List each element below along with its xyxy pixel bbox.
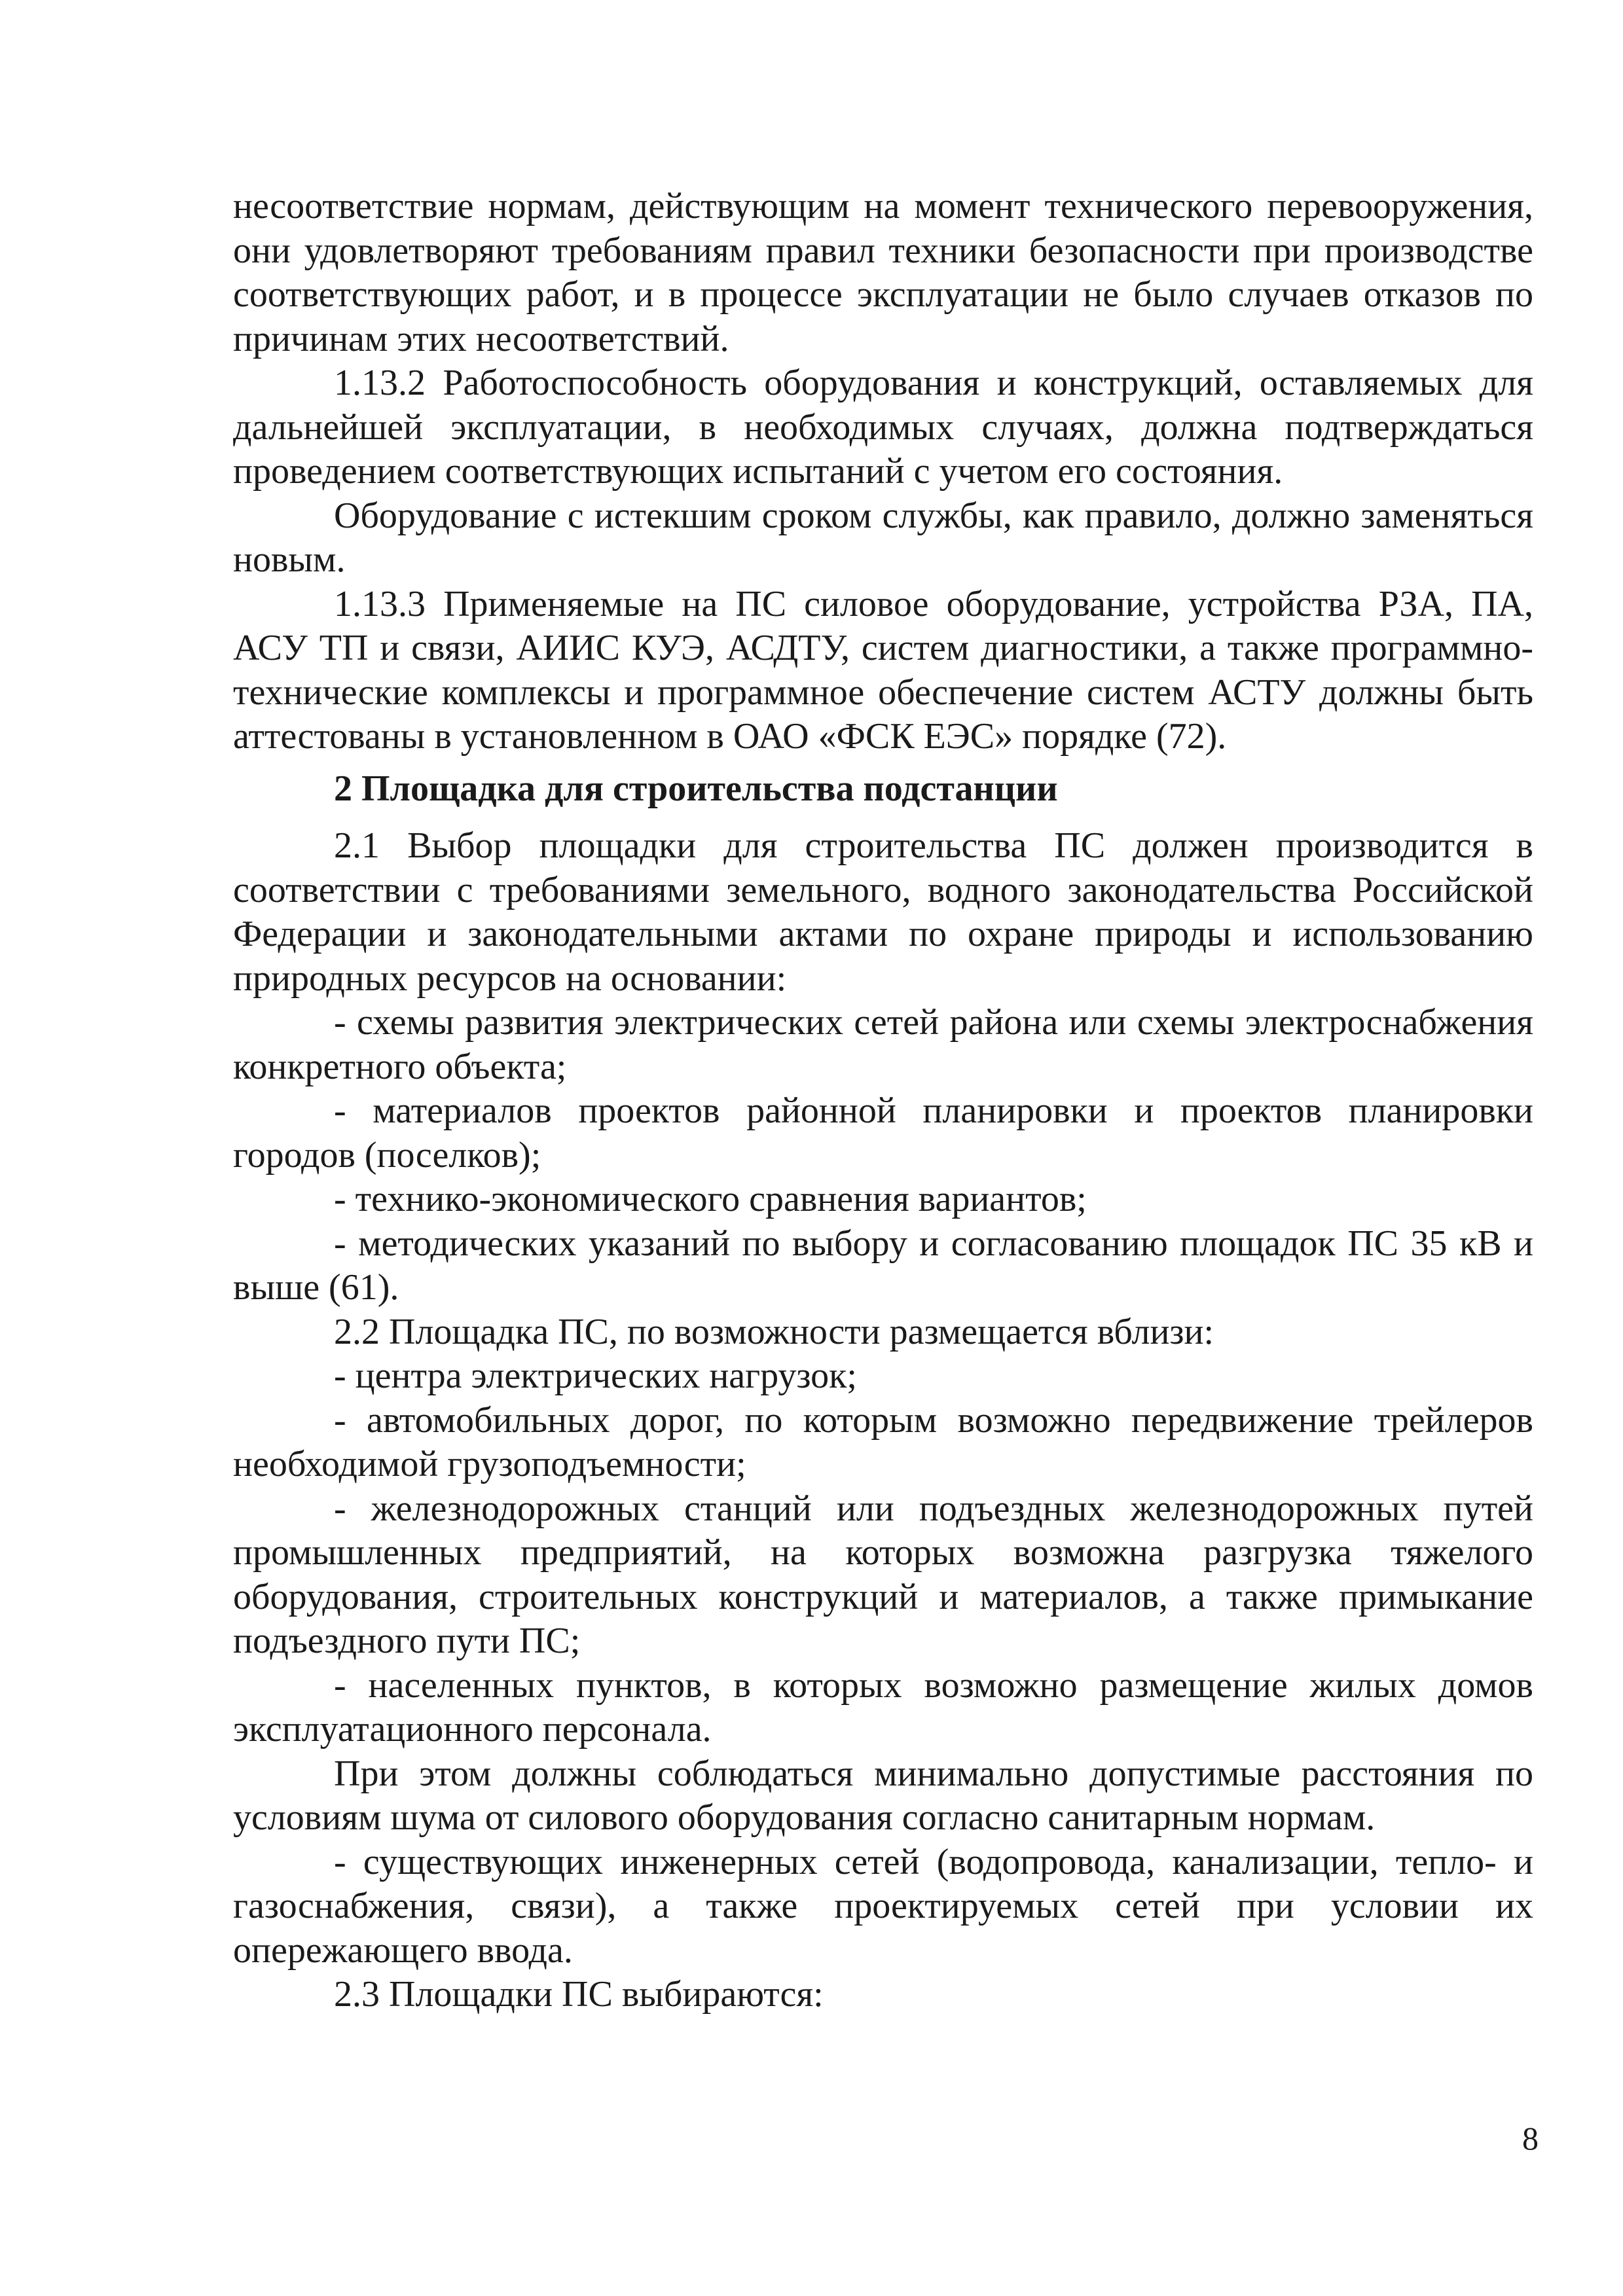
paragraph: 2.1 Выбор площадки для строительства ПС должен производится в соответствии с требованиями земельного, водного законодательства Российской Федерации и законодательными актами по охране природы и использованию природных ресурсов на основании:: [233, 825, 1533, 999]
paragraph: 1.13.2 Работоспособность оборудования и конструкций, оставляемых для дальнейшей эксплуатации, в необходимых случаях, должна подтверждаться проведением соответствующих испытаний с учетом его состояния.: [233, 363, 1533, 492]
section-heading: 2 Площадка для строительства подстанции: [334, 768, 1058, 809]
list-item: - схемы развития электрических сетей района или схемы электроснабжения конкретного объекта;: [233, 1002, 1533, 1087]
list-item: - материалов проектов районной планировки и проектов планировки городов (поселков);: [233, 1090, 1533, 1175]
list-item: - центра электрических нагрузок;: [334, 1355, 857, 1396]
document-body: [233, 185, 1533, 2017]
list-item: - населенных пунктов, в которых возможно размещение жилых домов эксплуатационного персонала.: [233, 1664, 1533, 1749]
list-item: - методических указаний по выбору и согласованию площадок ПС 35 кВ и выше (61).: [233, 1223, 1533, 1308]
list-item: - технико-экономического сравнения вариантов;: [334, 1179, 1087, 1219]
page-number: 8: [1522, 2120, 1539, 2157]
list-item: - существующих инженерных сетей (водопровода, канализации, тепло- и газоснабжения, связи), а также проектируемых сетей при условии их опережающего ввода.: [233, 1841, 1533, 1971]
paragraph: Оборудование с истекшим сроком службы, как правило, должно заменяться новым.: [233, 495, 1533, 580]
paragraph: 1.13.3 Применяемые на ПС силовое оборудование, устройства РЗА, ПА, АСУ ТП и связи, АИИС КУЭ, АСДТУ, систем диагностики, а также программно-технические комплексы и программное обеспечение систем АСТУ должны быть аттестованы в установленном в ОАО «ФСК ЕЭС» порядке (72).: [233, 583, 1533, 757]
paragraph: 2.2 Площадка ПС, по возможности размещается вблизи:: [334, 1311, 1214, 1352]
list-item: - железнодорожных станций или подъездных железнодорожных путей промышленных предприятий, на которых возможна разгрузка тяжелого оборудования, строительных конструкций и материалов, а также примыкание подъездного пути ПС;: [233, 1488, 1533, 1661]
paragraph: При этом должны соблюдаться минимально допустимые расстояния по условиям шума от силового оборудования согласно санитарным нормам.: [233, 1753, 1533, 1838]
paragraph: 2.3 Площадки ПС выбираются:: [334, 1974, 824, 2015]
list-item: - автомобильных дорог, по которым возможно передвижение трейлеров необходимой грузоподъемности;: [233, 1399, 1533, 1484]
paragraph: несоответствие нормам, действующим на момент технического перевооружения, они удовлетворяют требованиям правил техники безопасности при производстве соответствующих работ, и в процессе эксплуатации не было случаев отказов по причинам этих несоответствий.: [233, 186, 1533, 359]
